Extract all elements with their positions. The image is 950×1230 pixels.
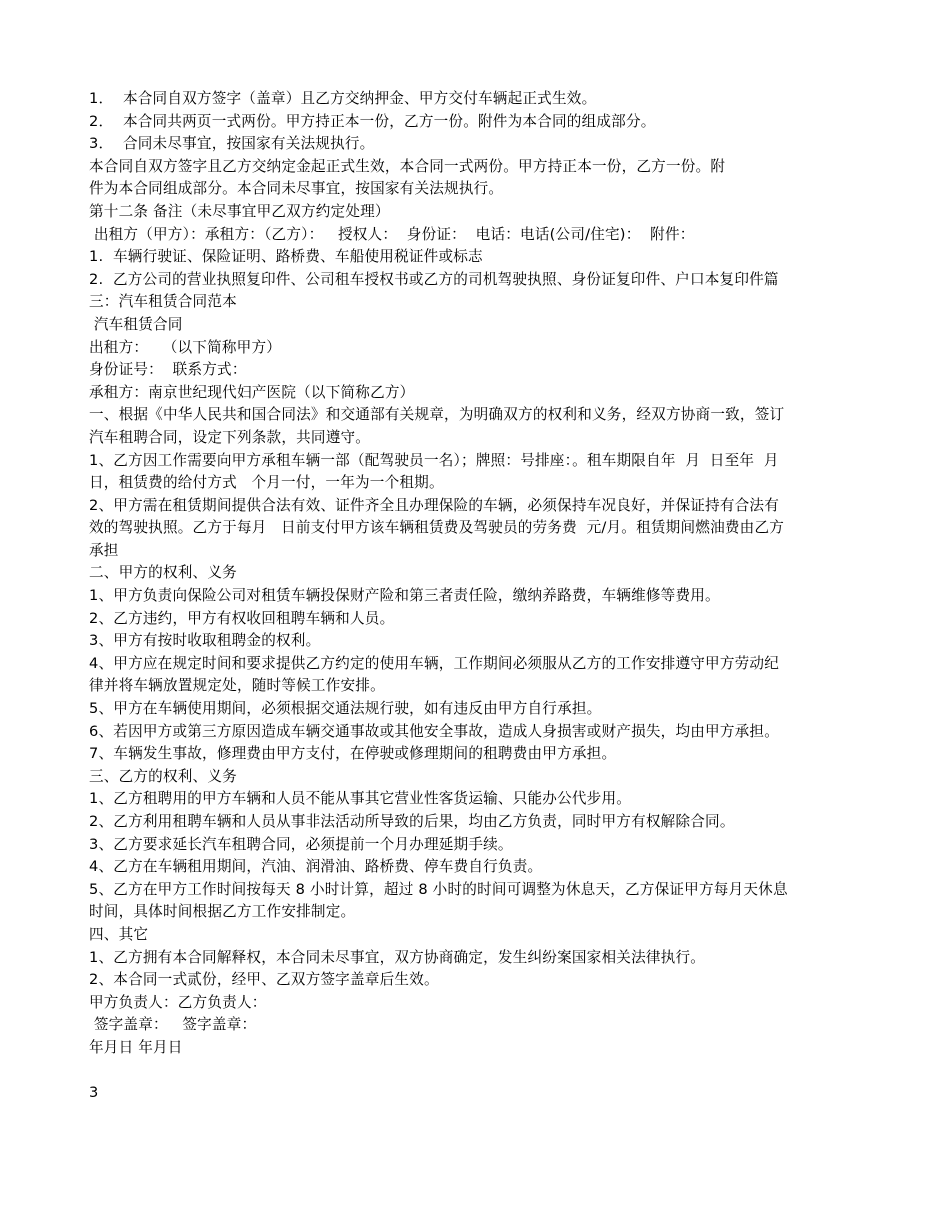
text-line: 4、乙方在车辆租用期间，汽油、润滑油、路桥费、停车费自行负责。 [89, 858, 543, 876]
section-heading: 三：汽车租赁合同范本 [89, 293, 237, 311]
text-line: 出租方（甲方）：承租方：（乙方）： 授权人： 身份证： 电话：电话(公司/住宅)： 附件： [89, 225, 695, 243]
text-line: 2、甲方需在租赁期间提供合法有效、证件齐全且办理保险的车辆，必须保持车况良好，并保证持有合法有 [89, 496, 780, 514]
text-line: 1． 本合同自双方签字（盖章）且乙方交纳押金、甲方交付车辆起正式生效。 [89, 90, 597, 107]
date-line: 年月日 年月日 [89, 1038, 183, 1056]
document-title: 汽车租赁合同 [89, 315, 183, 333]
text-line: 效的驾驶执照。乙方于每月 日前支付甲方该车辆租赁费及驾驶员的劳务费 元/月。租赁期间燃油费由乙方 [89, 519, 785, 537]
text-line: 汽车租聘合同，设定下列条款，共同遵守。 [89, 428, 371, 446]
text-line: 1、乙方租聘用的甲方车辆和人员不能从事其它营业性客货运输、只能办公代步用。 [89, 790, 632, 808]
page-number: 3 [89, 1083, 99, 1101]
text-line: 承担 [89, 541, 119, 559]
text-line: 2. 乙方公司的营业执照复印件、公司租车授权书或乙方的司机驾驶执照、身份证复印件、户口本复印件篇 [89, 270, 779, 288]
text-line: 5、甲方在车辆使用期间，必须根据交通法规行驶，如有违反由甲方自行承担。 [89, 700, 602, 718]
signature-line: 甲方负责人：乙方负责人： [89, 993, 267, 1011]
section-heading: 二、甲方的权利、义务 [89, 564, 237, 582]
text-line: 4、甲方应在规定时间和要求提供乙方约定的使用车辆，工作期间必须服从乙方的工作安排遵守甲方劳动纪 [89, 654, 780, 672]
text-line: 5、乙方在甲方工作时间按每天 8 小时计算，超过 8 小时的时间可调整为休息天，乙方保证甲方每月天休息 [89, 880, 788, 898]
text-line: 7、车辆发生事故，修理费由甲方支付，在停驶或修理期间的租聘费由甲方承担。 [89, 745, 617, 763]
text-line: 件为本合同组成部分。本合同未尽事宜，按国家有关法规执行。 [89, 180, 504, 198]
text-line: 2、本合同一式贰份，经甲、乙双方签字盖章后生效。 [89, 971, 439, 989]
document-page [89, 88, 869, 1104]
spacer [89, 1060, 869, 1082]
text-line: 1. 车辆行驶证、保险证明、路桥费、车船使用税证件或标志 [89, 248, 483, 266]
text-line: 3、甲方有按时收取租聘金的权利。 [89, 632, 321, 650]
text-line: 1、乙方因工作需要向甲方承租车辆一部（配驾驶员一名）；牌照：号排座：。租车期限自年 月 日至年 月 [89, 451, 779, 469]
text-line: 2． 本合同共两页一式两份。甲方持正本一份，乙方一份。附件为本合同的组成部分。 [89, 112, 656, 130]
text-line: 身份证号： 联系方式： [89, 361, 247, 379]
text-line: 2、乙方违约，甲方有权收回租聘车辆和人员。 [89, 609, 395, 627]
section-heading: 四、其它 [89, 925, 149, 943]
text-line: 1、乙方拥有本合同解释权，本合同未尽事宜，双方协商确定，发生纠纷案国家相关法律执行。 [89, 948, 706, 966]
section-heading: 第十二条 备注（未尽事宜甲乙双方约定处理） [89, 202, 390, 220]
text-line: 律并将车辆放置规定处，随时等候工作安排。 [89, 677, 385, 695]
section-heading: 三、乙方的权利、义务 [89, 767, 237, 785]
text-line: 6、若因甲方或第三方原因造成车辆交通事故或其他安全事故，造成人身损害或财产损失，均由甲方承担。 [89, 722, 780, 740]
text-line: 承租方：南京世纪现代妇产医院（以下简称乙方） [89, 383, 415, 401]
text-line: 时间，具体时间根据乙方工作安排制定。 [89, 903, 356, 921]
text-line: 1、甲方负责向保险公司对租赁车辆投保财产险和第三者责任险，缴纳养路费，车辆维修等费用。 [89, 587, 720, 605]
text-line: 3． 合同未尽事宜，按国家有关法规执行。 [89, 135, 375, 153]
text-line: 一、根据《中华人民共和国合同法》和交通部有关规章，为明确双方的权利和义务，经双方协商一致，签订 [89, 406, 785, 424]
text-line: 3、乙方要求延长汽车租聘合同，必须提前一个月办理延期手续。 [89, 835, 513, 853]
text-line: 本合同自双方签字且乙方交纳定金起正式生效，本合同一式两份。甲方持正本一份，乙方一份。附 [89, 157, 726, 175]
text-line: 出租方： （以下简称甲方） [89, 338, 282, 356]
text-line: 日，租赁费的给付方式 个月一付，一年为一个租期。 [89, 474, 444, 492]
text-line: 2、乙方利用租聘车辆和人员从事非法活动所导致的后果，均由乙方负责，同时甲方有权解除合同。 [89, 813, 735, 830]
signature-line: 签字盖章： 签字盖章： [89, 1016, 257, 1034]
